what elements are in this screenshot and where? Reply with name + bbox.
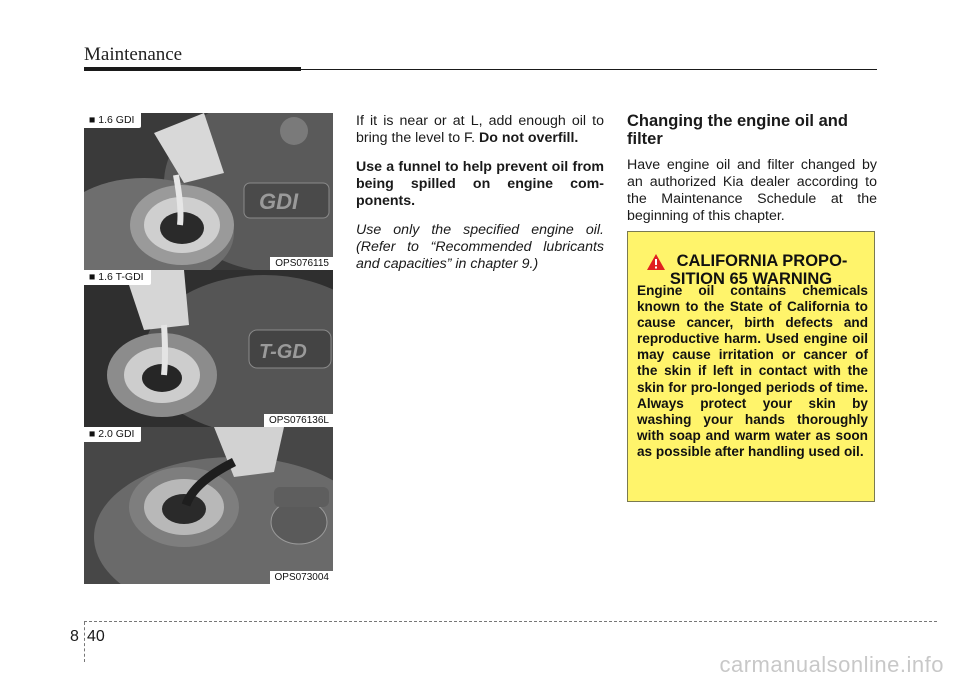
image-code: OPS073004: [270, 571, 334, 584]
footer-separator: [84, 622, 85, 662]
warning-title-line-1: CALIFORNIA PROPO-: [676, 252, 848, 270]
warning-body: Engine oil contains chemicals known to the State of California to cause cancer, birth defects and reproductive harm. Used engine oil may cause irritation or cancer of the skin if left in contact with the skin for pro-longed periods of time. Always protect your skin by washing your hands thoroughly with soap and warm water as soon as possible after handling used oil.: [637, 283, 868, 459]
svg-text:T-GD: T-GD: [259, 341, 307, 363]
engine-oil-fill-illustration: [84, 270, 333, 427]
engine-photo-2-0-gdi: [84, 427, 333, 584]
california-prop65-warning-box: [627, 231, 875, 502]
overfill-paragraph: [356, 113, 604, 147]
funnel-tip: Use a funnel to help prevent oil from being spilled on engine com-ponents.: [356, 159, 604, 209]
funnel-paragraph: [356, 159, 604, 210]
oil-refill-instructions: [356, 113, 604, 285]
svg-text:GDI: GDI: [259, 189, 299, 214]
engine-oil-fill-illustration: [84, 427, 333, 584]
engine-photo-1-6-t-gdi: [84, 270, 333, 427]
specified-oil-note: Use only the specified engine oil. (Refer to “Recommended lubricants and capacities” in chapter 9.): [356, 222, 604, 272]
header-rule-thick: [84, 67, 301, 71]
image-code: OPS076136L: [264, 414, 333, 427]
oil-change-section: [627, 112, 877, 225]
engine-variant-label: ■ 1.6 T-GDI: [84, 270, 151, 285]
header-rule-thin: [301, 69, 877, 70]
site-watermark: carmanualsonline.info: [719, 652, 944, 677]
section-heading: Changing the engine oil and filter: [627, 112, 848, 148]
engine-photo-1-6-gdi: [84, 113, 333, 270]
section-body: Have engine oil and filter changed by an authorized Kia dealer according to the Maintenance Schedule at the beginning of this chapter.: [627, 157, 877, 224]
engine-variant-label: ■ 2.0 GDI: [84, 427, 141, 442]
overfill-text: If it is near or at L, add enough oil to bring the level to F.: [356, 113, 604, 146]
engine-variant-label: ■ 1.6 GDI: [84, 113, 141, 128]
engine-oil-fill-illustration: [84, 113, 333, 270]
page-number: 40: [87, 628, 105, 645]
chapter-number: 8: [70, 628, 79, 645]
warning-title-line-2: SITION 65 WARNING: [669, 270, 833, 288]
image-code: OPS076115: [270, 257, 333, 270]
footer-rule: [84, 621, 937, 622]
page-section-title: Maintenance: [84, 44, 183, 65]
overfill-emphasis: Do not overfill.: [479, 130, 579, 146]
